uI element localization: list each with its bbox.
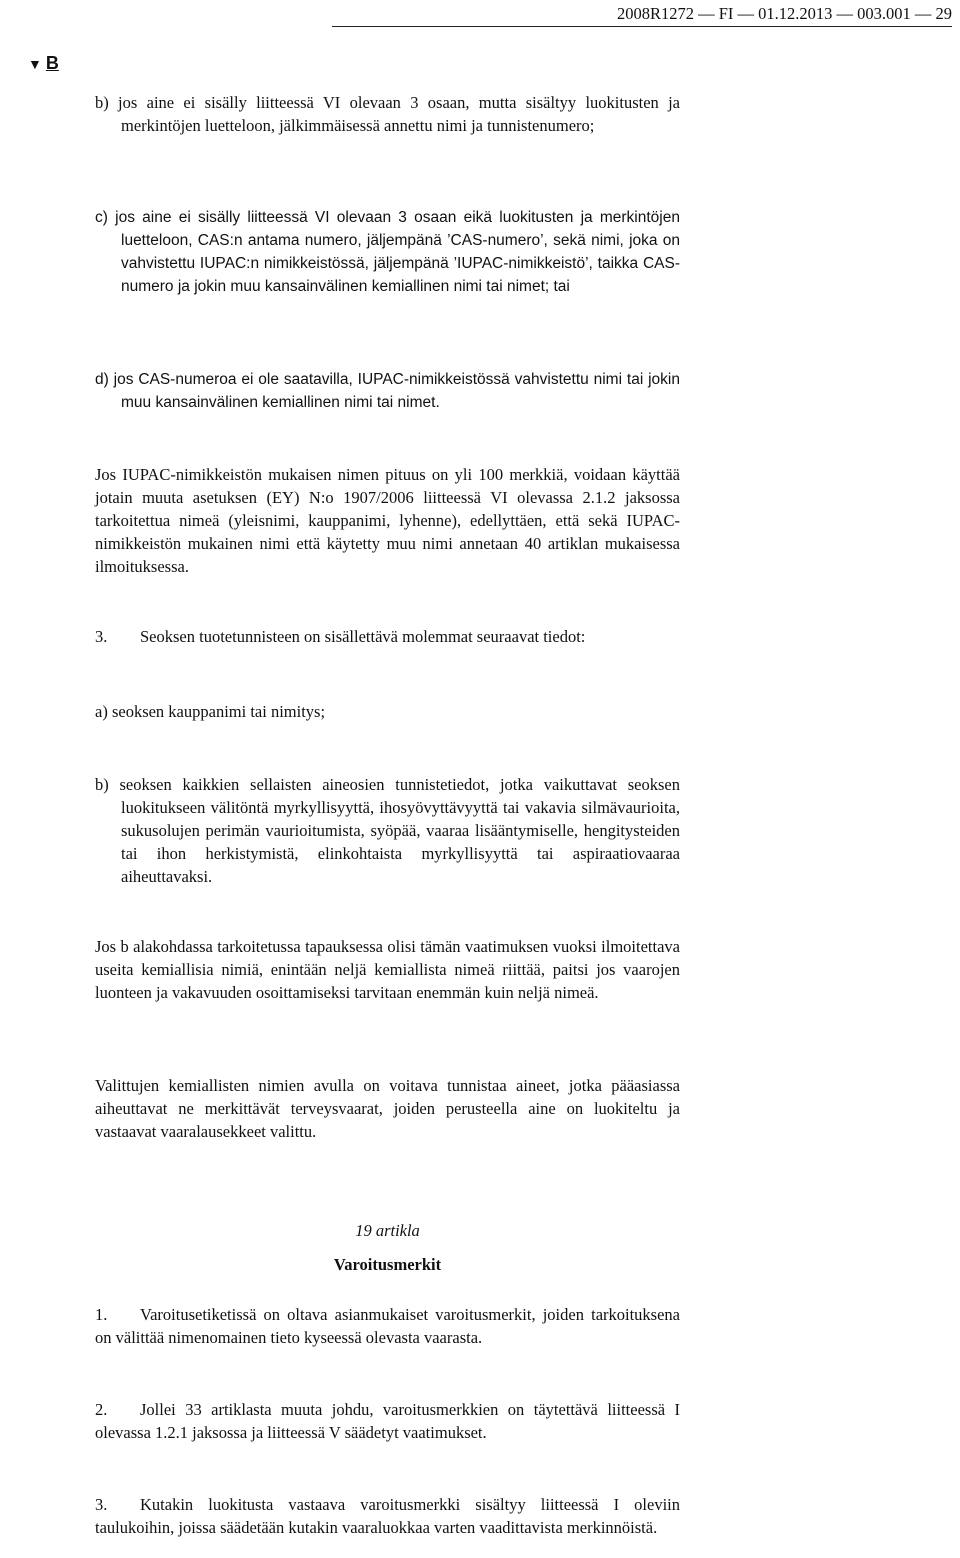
item-b2-text: b) seoksen kaikkien sellaisten aineosien tunnistetiedot, jotka vaikuttavat seoksen luokitukseen välitöntä myrkyllisyyttä, ihosyövyttävyyttä tai vakavia silmävaurioita, sukusolujen perimän vaurioitumista, syöpää, vaaraa lisääntymiselle, hengitysteiden tai ihon herkistymistä, elinkohtaista myrkyllisyyttä tai aspiraatiovaaraa aiheuttavaksi. <box>95 775 680 886</box>
iupac-length-text: Jos IUPAC-nimikkeistön mukaisen nimen pituus on yli 100 merkkiä, voidaan käyttää jotain muuta asetuksen (EY) N:o 1907/2006 liitteessä VI olevassa 2.1.2 jaksossa tarkoitettua nimeä (yleisnimi, kauppanimi, lyhenne), edellyttäen, että sekä IUPAC-nimikkeistön mukainen nimi että käytetty muu nimi annetaan 40 artiklan mukaisessa ilmoituksessa. <box>95 465 680 576</box>
amendment-marker <box>28 52 59 75</box>
article-item-2-text: Jollei 33 artiklasta muuta johdu, varoitusmerkkien on täytettävä liitteessä I olevassa 1.2.1 jaksossa ja liitteessä V säädetyt vaatimukset. <box>95 1400 680 1442</box>
amendment-marker-label: B <box>45 53 59 73</box>
article-item-3-text: Kutakin luokitusta vastaava varoitusmerkki sisältyy liitteessä I oleviin taulukoihin, joissa säädetään kutakin vaaraluokkaa varten vaadittavista merkinnöistä. <box>95 1495 680 1537</box>
paragraph-3-number: 3. <box>95 627 108 646</box>
paragraph-3-text: Seoksen tuotetunnisteen on sisällettävä molemmat seuraavat tiedot: <box>140 627 586 646</box>
article-item-2-number: 2. <box>95 1400 108 1419</box>
document-reference: 2008R1272 — FI — 01.12.2013 — 003.001 — 29 <box>616 4 952 23</box>
article-number: 19 artikla <box>355 1221 420 1240</box>
item-b <box>95 91 680 137</box>
item-d-text: d) jos CAS-numeroa ei ole saatavilla, IUPAC-nimikkeistössä vahvistettu nimi tai jokin muu kansainvälinen kemiallinen nimi tai nimet. <box>95 371 680 411</box>
item-c <box>95 206 680 298</box>
chosen-names-text: Valittujen kemiallisten nimien avulla on voitava tunnistaa aineet, jotka pääasiassa aiheuttavat ne merkittävät terveysvaarat, joiden perusteella aine on luokiteltu ja vastaavat vaaralausekkeet valittu. <box>95 1076 680 1141</box>
chosen-names-paragraph <box>95 1074 680 1143</box>
page-header <box>332 4 952 27</box>
article-item-1 <box>95 1303 680 1349</box>
four-names-text: Jos b alakohdassa tarkoitetussa tapauksessa olisi tämän vaatimuksen vuoksi ilmoitettava useita kemiallisia nimiä, enintään neljä kemiallista nimeä riittää, paitsi jos vaarojen luonteen ja vakavuuden osoittamiseksi tarvitaan enemmän kuin neljä nimeä. <box>95 937 680 1002</box>
item-a <box>95 700 680 723</box>
iupac-length-paragraph <box>95 463 680 578</box>
item-b2 <box>95 773 680 888</box>
article-item-1-text: Varoitusetiketissä on oltava asianmukaiset varoitusmerkit, joiden tarkoituksena on välittää nimenomainen tieto kyseessä olevasta vaarasta. <box>95 1305 680 1347</box>
item-c-text: c) jos aine ei sisälly liitteessä VI olevaan 3 osaan eikä luokitusten ja merkintöjen luetteloon, CAS:n antama numero, jäljempänä ’CAS-numero’, sekä nimi, joka on vahvistettu IUPAC:n nimikkeistössä, jäljempänä ’IUPAC-nimikkeistö’, taikka CAS-numero ja jokin muu kansainvälinen kemiallinen nimi tai nimet; tai <box>95 209 680 295</box>
item-a-text: a) seoksen kauppanimi tai nimitys; <box>95 702 326 721</box>
item-b-text: b) jos aine ei sisälly liitteessä VI olevaan 3 osaan, mutta sisältyy luokitusten ja merkintöjen luetteloon, jälkimmäisessä annettu nimi ja tunnistenumero; <box>95 93 680 135</box>
article-item-2 <box>95 1398 680 1444</box>
article-title: Varoitusmerkit <box>333 1255 442 1274</box>
item-d <box>95 368 680 414</box>
paragraph-3 <box>95 625 680 648</box>
four-names-paragraph <box>95 935 680 1004</box>
article-item-3-number: 3. <box>95 1495 108 1514</box>
article-item-3 <box>95 1493 680 1539</box>
triangle-down-icon: ▼ <box>28 56 42 72</box>
article-item-1-number: 1. <box>95 1305 108 1324</box>
